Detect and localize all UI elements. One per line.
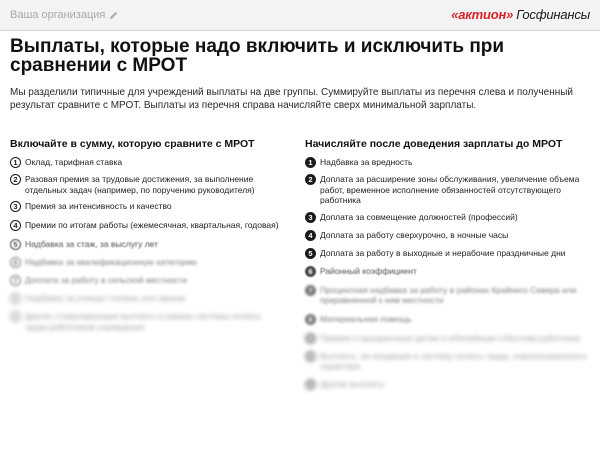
item-number-badge: 1 bbox=[10, 157, 21, 168]
item-number-badge: 4 bbox=[10, 220, 21, 231]
brand-logo-gosfinansy: Госфинансы bbox=[516, 7, 590, 22]
right-list-item bbox=[305, 285, 595, 306]
item-number-badge: 8 bbox=[305, 314, 316, 325]
left-list-item bbox=[10, 239, 280, 250]
page-title: Выплаты, которые надо включить и исключить при сравнении с МРОТ bbox=[10, 36, 505, 76]
item-text: Процентная надбавка за работу в районах Крайнего Севера или приравненной к ним местности bbox=[320, 284, 577, 305]
item-number-badge: 7 bbox=[10, 275, 21, 286]
item-text: Премии по итогам работы (ежемесячная, квартальная, годовая) bbox=[25, 220, 279, 230]
item-number-badge: 6 bbox=[10, 257, 21, 268]
item-text: Надбавка за стаж, за выслугу лет bbox=[25, 239, 158, 249]
item-text: Материальная помощь bbox=[320, 313, 412, 324]
left-list-item bbox=[10, 157, 280, 168]
item-text: Доплата за расширение зоны обслуживания, увеличение объема работ, временное исполнение обязанностей отсутствующего работника bbox=[320, 174, 580, 205]
item-text: Надбавка за вредность bbox=[320, 157, 413, 167]
organization-name[interactable] bbox=[10, 9, 119, 21]
item-text: Доплата за работу сверхурочно, в ночные часы bbox=[320, 229, 509, 240]
item-number-badge: 7 bbox=[305, 285, 316, 296]
item-number-badge: 9 bbox=[305, 333, 316, 344]
item-number-badge: 2 bbox=[305, 174, 316, 185]
item-number-badge: 1 bbox=[305, 157, 316, 168]
item-text: Доплата за работу в сельской местности bbox=[25, 275, 187, 285]
item-text: Районный коэффициент bbox=[320, 265, 417, 276]
brand-logo[interactable] bbox=[451, 7, 590, 22]
left-list-item bbox=[10, 311, 280, 332]
right-list-item bbox=[305, 212, 595, 223]
intro-text: Мы разделили типичные для учреждений выплаты на две группы. Суммируйте выплаты из перечня слева и полученный результат сравните с МРОТ. Выплаты из перечня справа начисляйте сверх минимальной зарплаты. bbox=[10, 87, 574, 111]
organization-name-label: Ваша организация bbox=[10, 9, 106, 21]
left-list-item bbox=[10, 293, 280, 304]
item-number-badge: 8 bbox=[10, 293, 21, 304]
item-text: Премии к праздничным датам и юбилейным событиям работника bbox=[320, 332, 580, 343]
right-list-item bbox=[305, 230, 595, 241]
item-number-badge: 5 bbox=[305, 248, 316, 259]
right-list-item bbox=[305, 333, 595, 344]
right-list-item bbox=[305, 248, 595, 259]
item-text: Оклад, тарифная ставка bbox=[25, 157, 123, 167]
item-number-badge: 5 bbox=[10, 239, 21, 250]
left-column bbox=[10, 138, 280, 339]
item-number-badge: 10 bbox=[306, 351, 315, 361]
right-list-item bbox=[305, 174, 595, 206]
item-text: Разовая премия за трудовые достижения, за выполнение отдельных задач (например, по поручению руководителя) bbox=[25, 174, 255, 195]
right-list-item bbox=[305, 379, 595, 390]
item-number-badge: 2 bbox=[10, 174, 21, 185]
item-number-badge: 3 bbox=[305, 212, 316, 223]
left-column-heading: Включайте в сумму, которую сравните с МРОТ bbox=[10, 138, 255, 150]
right-list-item bbox=[305, 314, 595, 325]
left-list-item bbox=[10, 275, 280, 286]
right-list-item bbox=[305, 266, 595, 277]
item-text: Доплата за совмещение должностей (профессий) bbox=[320, 211, 518, 222]
left-list bbox=[10, 157, 280, 332]
left-list-item bbox=[10, 257, 280, 268]
right-list-item bbox=[305, 351, 595, 372]
item-number-badge: 11 bbox=[306, 379, 315, 389]
right-column bbox=[305, 138, 595, 397]
item-text: Доплата за работу в выходные и нерабочие праздничные дни bbox=[320, 247, 566, 258]
item-text: Премия за интенсивность и качество bbox=[25, 201, 172, 211]
item-text: Надбавка за квалификационную категорию bbox=[25, 257, 197, 267]
item-number-badge: 6 bbox=[305, 266, 316, 277]
top-bar bbox=[0, 0, 600, 31]
item-text: Другие стимулирующие выплаты в рамках системы оплаты труда работников учреждения bbox=[25, 311, 261, 332]
right-list bbox=[305, 157, 595, 390]
item-number-badge: 4 bbox=[305, 230, 316, 241]
right-list-item bbox=[305, 157, 595, 168]
item-number-badge: 9 bbox=[10, 311, 21, 322]
item-text: Надбавка за ученую степень или звание bbox=[25, 293, 186, 303]
item-number-badge: 3 bbox=[10, 201, 21, 212]
right-column-heading: Начисляйте после доведения зарплаты до МРОТ bbox=[305, 138, 563, 150]
left-list-item bbox=[10, 174, 280, 195]
item-text: Выплаты, не входящие в систему оплаты труда, компенсационного характера bbox=[320, 350, 587, 371]
item-text: Другие выплаты bbox=[320, 378, 385, 389]
brand-logo-aktion: «актион» bbox=[451, 7, 514, 22]
pencil-icon[interactable] bbox=[108, 10, 119, 21]
left-list-item bbox=[10, 220, 280, 231]
left-list-item bbox=[10, 201, 280, 212]
